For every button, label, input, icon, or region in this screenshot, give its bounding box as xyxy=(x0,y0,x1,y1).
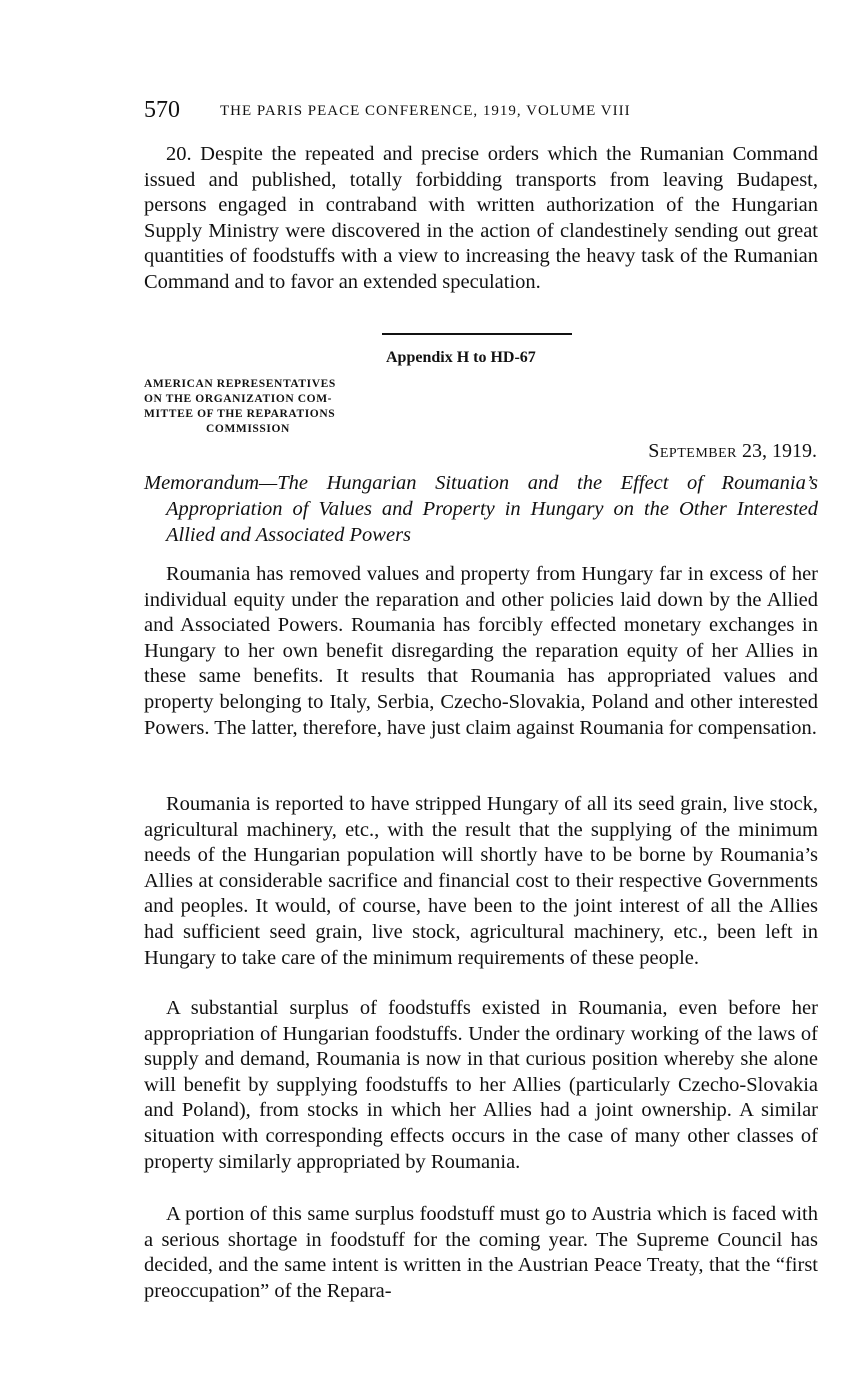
body-paragraph: Roumania is reported to have stripped Hungary of all its seed grain, live stock, agricultural machinery, etc., with the result that the supplying of the minimum needs of the Hungarian population will shortly have to be borne by Roumania’s Allies at considerable sacrifice and financial cost to their respective Governments and peoples. It would, of course, have been to the joint interest of all the Allies had sufficient seed grain, live stock, agricultural machinery, etc., been left in Hungary to take care of the minimum requirements of these people. xyxy=(144,793,818,969)
sender-line: MITTEE OF THE REPARATIONS xyxy=(144,408,336,420)
running-title: THE PARIS PEACE CONFERENCE, 1919, VOLUME VIII xyxy=(220,103,631,119)
memo-date xyxy=(648,438,817,464)
body-paragraph: A portion of this same surplus foodstuff must go to Austria which is faced with a serious shortage in foodstuff for the coming year. The Supreme Council has decided, and the same intent is written in the Austrian Peace Treaty, that the “first preoccupation” of the Repara- xyxy=(144,1203,818,1302)
section-divider xyxy=(382,333,572,335)
page-number: 570 xyxy=(144,97,180,123)
paragraph-20: 20. Despite the repeated and precise orders which the Rumanian Command issued and published, totally forbidding transports from leaving Budapest, persons engaged in contraband with written authorization of the Hungarian Supply Ministry were discovered in the action of clandestinely sending out great quantities of foodstuffs with a view to increasing the heavy task of the Rumanian Command and to favor an extended speculation. xyxy=(144,143,818,293)
sender-line: COMMISSION xyxy=(206,423,290,435)
sender-line: ON THE ORGANIZATION COM- xyxy=(144,393,333,405)
appendix-heading: Appendix H to HD-67 xyxy=(386,349,536,366)
body-paragraph: A substantial surplus of foodstuffs existed in Roumania, even before her appropriation of Hungarian foodstuffs. Under the ordinary working of the laws of supply and demand, Roumania is now in that curious position whereby she alone will benefit by supplying foodstuffs to her Allies (particularly Czecho-Slovakia and Poland), from stocks in which her Allies had a joint ownership. A similar situation with corresponding effects occurs in the case of many other classes of property similarly appropriated by Roumania. xyxy=(144,997,818,1173)
body-paragraph: Roumania has removed values and property from Hungary far in excess of her individual equity under the reparation and other policies laid down by the Allied and Associated Powers. Roumania has forcibly effected monetary exchanges in Hungary to her own benefit disregarding the reparation equity of her Allies in these same benefits. It results that Roumania has appropriated values and property belonging to Italy, Serbia, Czecho-Slovakia, Poland and other interested Powers. The latter, therefore, have just claim against Roumania for compensation. xyxy=(144,563,818,739)
sender-line: AMERICAN REPRESENTATIVES xyxy=(144,378,336,390)
memo-title: Memorandum—The Hungarian Situation and the Effect of Roumania’s Appropriation of Values and Property in Hungary on the Other Interested Allied and Associated Powers xyxy=(144,472,818,546)
date-month: September xyxy=(648,440,737,462)
date-day-year: 23, 1919. xyxy=(737,440,817,462)
sender-block xyxy=(144,377,384,437)
page-header xyxy=(144,96,824,126)
